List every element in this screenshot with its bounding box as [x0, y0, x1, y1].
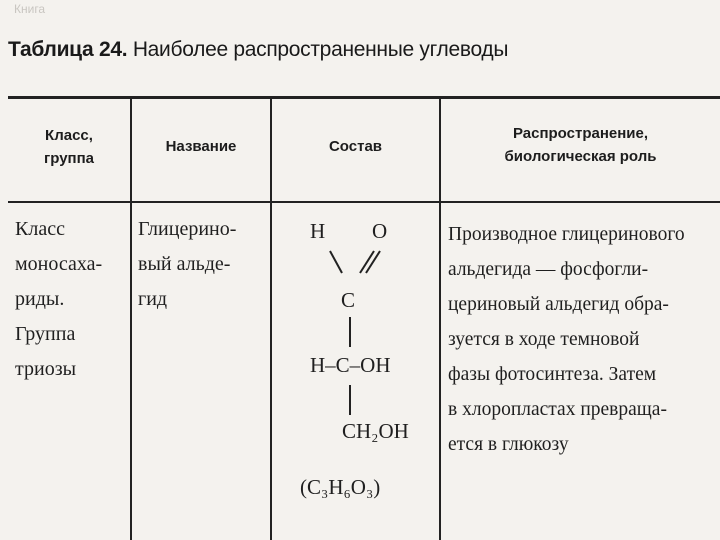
header-composition-line: Состав: [328, 138, 383, 155]
cell-class-line: моносаха-: [15, 253, 103, 275]
formula-molecular: (C₃H₆O₃): [300, 475, 381, 499]
cell-class: [15, 212, 127, 387]
header-composition: [272, 135, 439, 158]
cell-role-line: фазы фотосинтеза. Затем: [448, 364, 657, 385]
formula-bond-vertical-1: [349, 317, 351, 347]
cell-class-line: Группа: [15, 323, 76, 345]
cell-role-line: цериновый альдегид обра-: [448, 294, 669, 315]
header-name: [132, 135, 270, 158]
table-top-border: [8, 96, 720, 99]
formula-bond-vertical-2: [349, 385, 351, 415]
cell-class-line: Класс: [15, 218, 65, 240]
header-class-line: Класс,: [45, 127, 93, 144]
cell-role-line: альдегида — фосфогли-: [448, 259, 649, 280]
cell-role-line: зуется в ходе темновой: [448, 329, 640, 350]
cell-class-line: риды.: [15, 288, 65, 310]
formula-h-top: H: [310, 219, 326, 243]
column-divider-1: [130, 98, 132, 540]
cell-role-line: Производное глицеринового: [448, 224, 685, 245]
table-caption: [8, 38, 508, 62]
header-role-line: Распространение,: [512, 125, 649, 142]
cell-name-line: вый альде-: [138, 253, 231, 275]
structural-formula: [272, 203, 439, 540]
formula-ch2oh: CH₂OH: [342, 419, 409, 443]
header-role-line: биологическая роль: [504, 148, 657, 165]
cell-class-line: триозы: [15, 358, 77, 380]
header-class-line: группа: [43, 150, 95, 167]
table-title: Наиболее распространенные углеводы: [132, 38, 509, 61]
formula-c-top: C: [341, 288, 356, 312]
formula-o-top: O: [372, 219, 388, 243]
cell-role: [448, 217, 720, 462]
formula-mid-row: H–C–OH: [310, 353, 391, 377]
header-class: [10, 124, 128, 170]
cell-role-line: ется в глюкозу: [448, 434, 569, 455]
table-number: Таблица 24.: [8, 38, 128, 61]
cell-name-line: гид: [138, 288, 168, 310]
formula-aldehyde-bonds: [272, 243, 439, 303]
cell-name: [138, 212, 268, 317]
cell-role-line: в хлоропластах превраща-: [448, 399, 667, 420]
header-name-line: Название: [165, 138, 237, 155]
header-role: [441, 122, 720, 168]
bleed-through-text: Книга: [14, 2, 46, 16]
cell-name-line: Глицерино-: [138, 218, 237, 240]
